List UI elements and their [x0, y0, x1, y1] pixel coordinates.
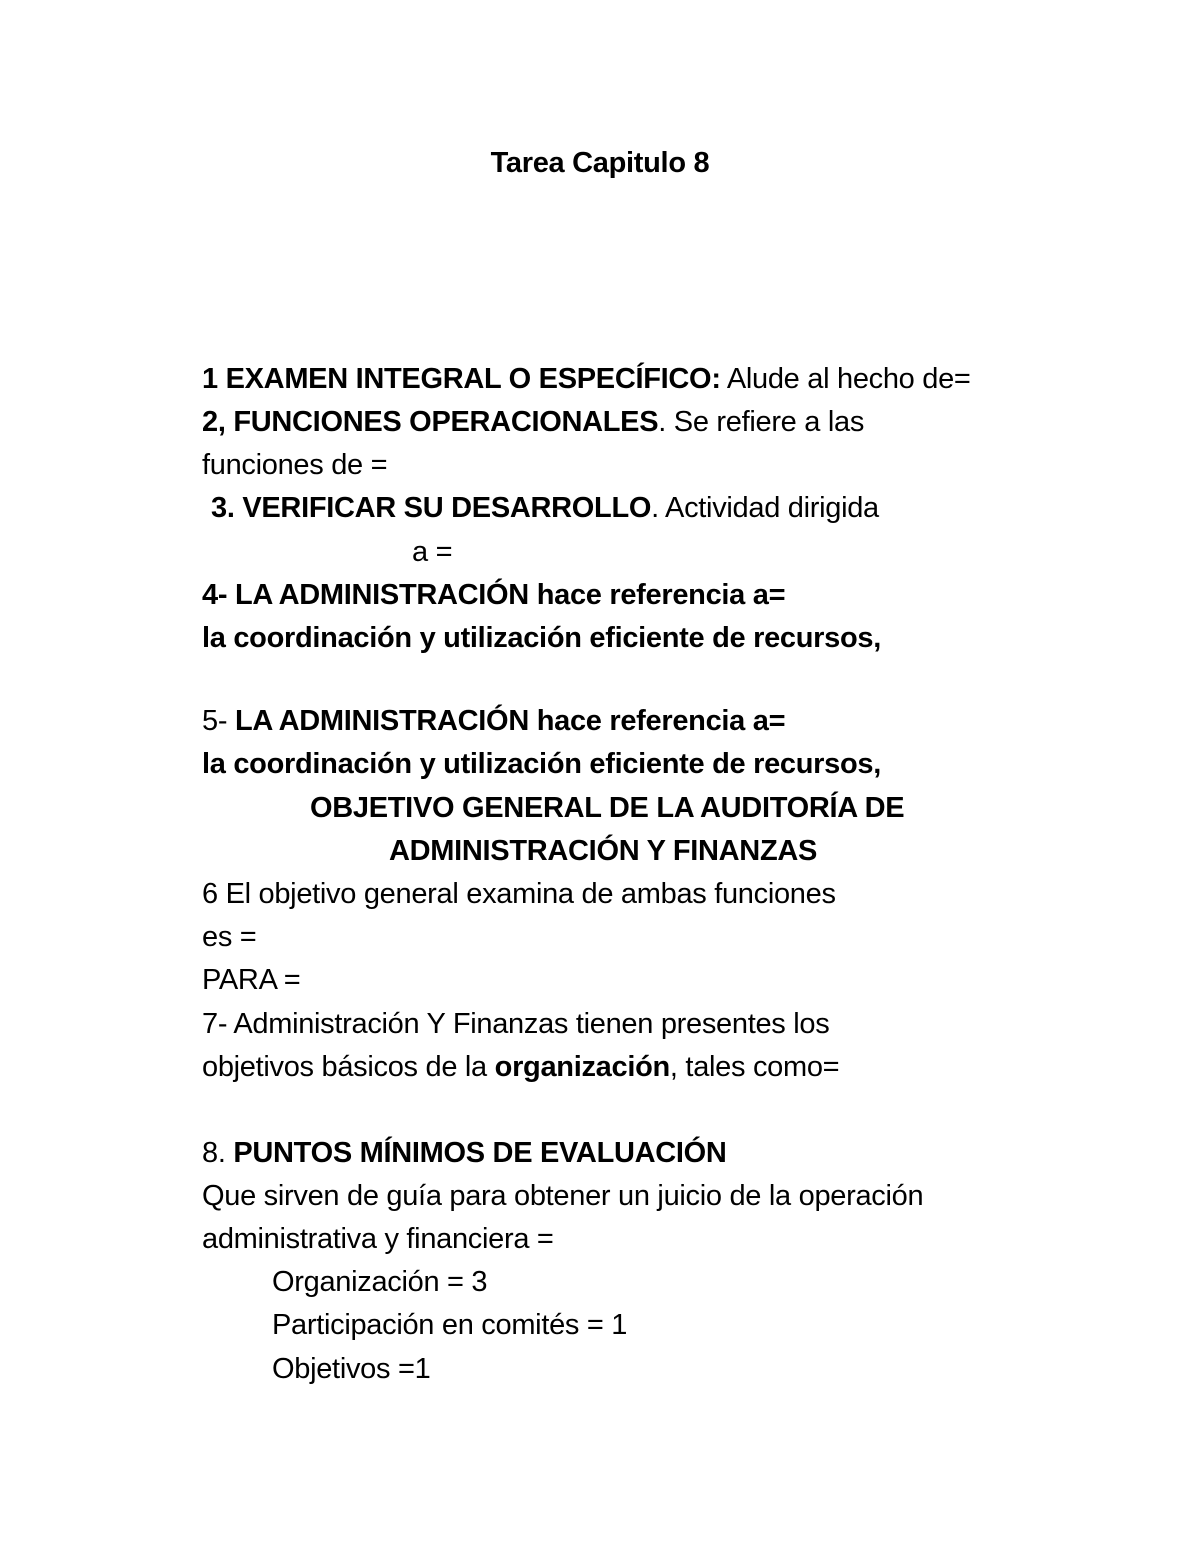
question-6-line1: 6 El objetivo general examina de ambas funciones [202, 878, 836, 910]
document-title: Tarea Capitulo 8 [490, 147, 710, 179]
question-2-label: 2, FUNCIONES OPERACIONALES [202, 406, 659, 438]
evaluation-item: Objetivos =1 [272, 1353, 431, 1385]
question-3-text: . Actividad dirigida [651, 492, 879, 524]
question-1-text: Alude al hecho de= [720, 363, 971, 395]
question-3-continuation: a = [412, 536, 453, 568]
question-7-line1: 7- Administración Y Finanzas tienen presentes los [202, 1008, 830, 1040]
question-1 [202, 365, 971, 394]
question-5-label: LA ADMINISTRACIÓN hace referencia a= [234, 705, 786, 737]
evaluation-item: Participación en comités = 1 [272, 1309, 628, 1341]
question-5 [202, 707, 785, 736]
question-4 [202, 581, 785, 610]
question-3-label: 3. VERIFICAR SU DESARROLLO [211, 492, 652, 524]
question-4-answer: la coordinación y utilización eficiente de recursos, [202, 622, 881, 654]
question-7-line2: objetivos básicos de la organización, tales como= [202, 1051, 840, 1083]
organizacion-emphasis: organización [494, 1051, 670, 1083]
question-2-continuation: funciones de = [202, 449, 388, 481]
question-3 [211, 494, 879, 523]
evaluation-item: Organización = 3 [272, 1266, 488, 1298]
question-1-label: 1 EXAMEN INTEGRAL O ESPECÍFICO: [202, 363, 721, 395]
question-2 [202, 408, 864, 437]
section-heading-line1: OBJETIVO GENERAL DE LA AUDITORÍA DE [310, 792, 905, 824]
question-5-answer: la coordinación y utilización eficiente de recursos, [202, 748, 881, 780]
question-8 [202, 1139, 727, 1168]
question-8-number: 8. [202, 1137, 234, 1169]
question-8-line2: administrativa y financiera = [202, 1223, 554, 1255]
question-6-line3: PARA = [202, 964, 301, 996]
question-4-label: 4- LA ADMINISTRACIÓN hace referencia a= [202, 579, 786, 611]
question-2-text: . Se refiere a las [658, 406, 865, 438]
question-5-number: 5- [202, 705, 235, 737]
question-6-line2: es = [202, 921, 257, 953]
question-8-line1: Que sirven de guía para obtener un juicio de la operación [202, 1180, 924, 1212]
question-8-label: PUNTOS MÍNIMOS DE EVALUACIÓN [233, 1137, 727, 1169]
section-heading-line2: ADMINISTRACIÓN Y FINANZAS [389, 835, 818, 867]
